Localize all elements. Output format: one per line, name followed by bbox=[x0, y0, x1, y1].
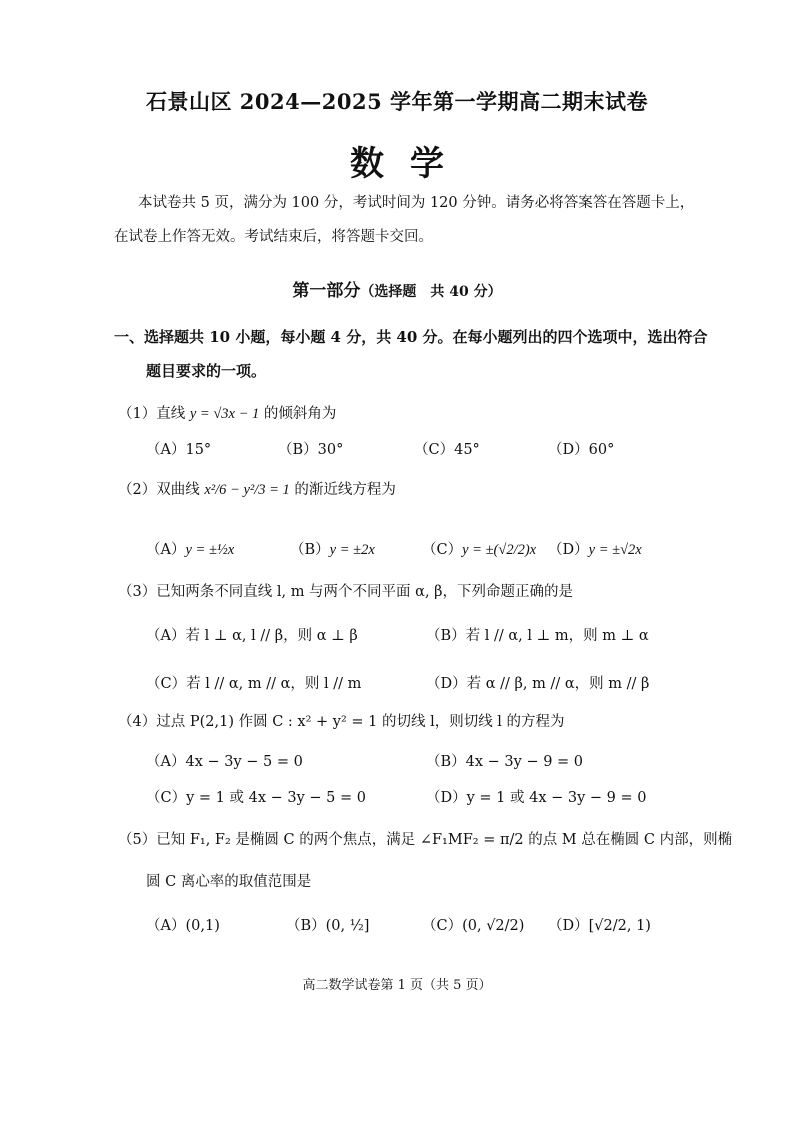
q1-option-a: （A）15° bbox=[146, 442, 212, 458]
question-5-text-line-1: 已知 F₁, F₂ 是椭圆 C 的两个焦点，满足 ∠F₁MF₂ = π/2 的点 M 总在椭圆 C 内部，则椭 bbox=[156, 832, 733, 848]
question-2-formula: x²/6 − y²/3 = 1 bbox=[204, 482, 290, 498]
q3-option-c: （C）若 l // α, m // α，则 l // m bbox=[146, 676, 362, 692]
intro-line-2: 在试卷上作答无效。考试结束后，将答题卡交回。 bbox=[114, 229, 433, 245]
q4-option-c: （C）y = 1 或 4x − 3y − 5 = 0 bbox=[146, 790, 366, 806]
question-5-line-1 bbox=[118, 828, 732, 849]
part-title: 第一部分 bbox=[292, 281, 361, 301]
question-1-text-a: 直线 bbox=[156, 406, 186, 422]
q5-option-a: （A）(0,1) bbox=[146, 918, 220, 934]
question-2-text-b: 的渐近线方程为 bbox=[294, 482, 396, 498]
q2-option-d bbox=[548, 538, 642, 559]
question-5-text-line-2: 圆 C 离心率的取值范围是 bbox=[146, 874, 312, 890]
question-3-number: （3） bbox=[118, 584, 157, 600]
question-4-number: （4） bbox=[118, 714, 157, 730]
section-line-2: 题目要求的一项。 bbox=[146, 362, 267, 380]
question-2-number: （2） bbox=[118, 482, 157, 498]
q5-option-d: （D）[√2/2, 1) bbox=[548, 918, 651, 934]
question-2 bbox=[118, 478, 396, 499]
q4-option-a: （A）4x − 3y − 5 = 0 bbox=[146, 754, 303, 770]
intro-line-1: 本试卷共 5 页，满分为 100 分，考试时间为 120 分钟。请务必将答案答在答题卡上， bbox=[138, 195, 695, 211]
subject-heading: 数学 bbox=[350, 144, 470, 184]
q1-option-d: （D）60° bbox=[548, 442, 615, 458]
q2-option-b bbox=[290, 538, 375, 559]
q3-option-d: （D）若 α // β, m // α，则 m // β bbox=[426, 676, 650, 692]
q1-option-b: （B）30° bbox=[278, 442, 344, 458]
question-3-text: 已知两条不同直线 l, m 与两个不同平面 α, β，下列命题正确的是 bbox=[156, 584, 574, 600]
question-1-text-b: 的倾斜角为 bbox=[263, 406, 337, 422]
q2-option-b-formula: y = ±2x bbox=[329, 542, 375, 558]
q4-option-b: （B）4x − 3y − 9 = 0 bbox=[426, 754, 584, 770]
q1-option-c: （C）45° bbox=[414, 442, 480, 458]
q2-option-d-label: （D） bbox=[548, 542, 589, 558]
question-1-formula: y = √3x − 1 bbox=[189, 406, 260, 422]
question-1-number: （1） bbox=[118, 406, 157, 422]
q5-option-b: （B）(0, ½] bbox=[286, 918, 370, 934]
question-1 bbox=[118, 402, 336, 423]
question-4 bbox=[118, 710, 565, 731]
part-note: （选择题 共 40 分） bbox=[360, 284, 502, 300]
part-heading bbox=[0, 276, 794, 301]
section-line-1: 一、选择题共 10 小题，每小题 4 分，共 40 分。在每小题列出的四个选项中，选出符合 bbox=[114, 328, 708, 346]
q2-option-a-label: （A） bbox=[146, 542, 186, 558]
q3-option-b: （B）若 l // α, l ⊥ m，则 m ⊥ α bbox=[426, 628, 649, 644]
q2-option-d-formula: y = ±√2x bbox=[588, 542, 642, 558]
q2-option-c-formula: y = ±(√2/2)x bbox=[462, 542, 537, 558]
exam-title: 石景山区 2024—2025 学年第一学期高二期末试卷 bbox=[145, 89, 648, 114]
question-4-text: 过点 P(2,1) 作圆 C : x² + y² = 1 的切线 l，则切线 l 的方程为 bbox=[156, 714, 565, 730]
q4-option-d: （D）y = 1 或 4x − 3y − 9 = 0 bbox=[426, 790, 647, 806]
q2-option-c-label: （C） bbox=[422, 542, 463, 558]
question-2-text-a: 双曲线 bbox=[156, 482, 200, 498]
question-5-number: （5） bbox=[118, 832, 157, 848]
q2-option-c bbox=[422, 538, 536, 559]
question-3 bbox=[118, 580, 573, 601]
q2-option-b-label: （B） bbox=[290, 542, 330, 558]
q2-option-a bbox=[146, 538, 234, 559]
q3-option-a: （A）若 l ⊥ α, l // β，则 α ⊥ β bbox=[146, 628, 358, 644]
page-footer: 高二数学试卷第 1 页（共 5 页） bbox=[302, 978, 492, 993]
q5-option-c: （C）(0, √2/2) bbox=[422, 918, 525, 934]
q2-option-a-formula: y = ±½x bbox=[185, 542, 235, 558]
